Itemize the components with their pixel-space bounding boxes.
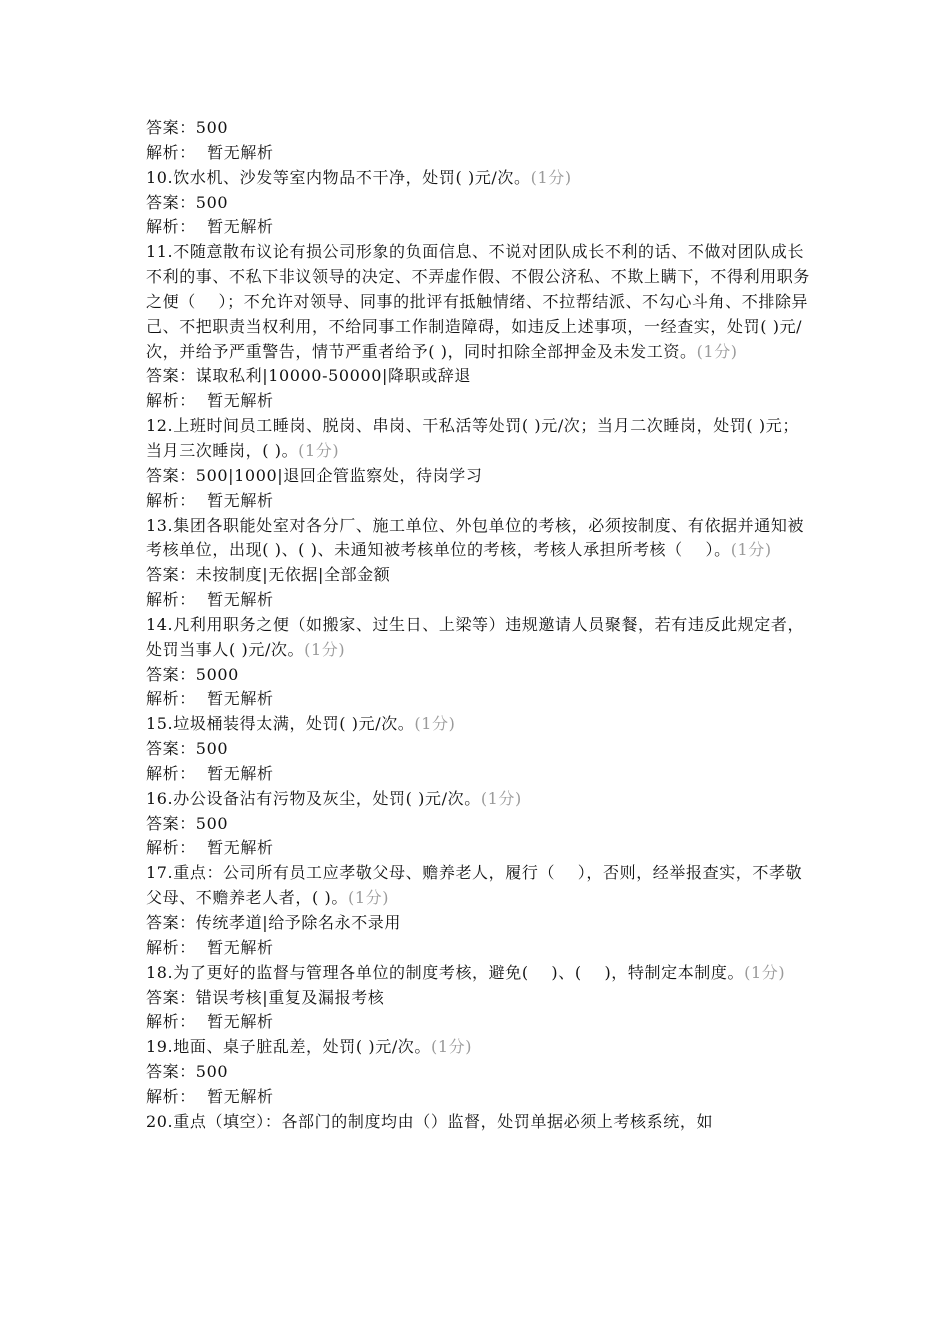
question-11 xyxy=(146,240,810,414)
question-text xyxy=(146,240,810,364)
answer-line: 答案：500 xyxy=(146,1062,229,1082)
answer-line: 答案：5000 xyxy=(146,664,239,684)
question-19 xyxy=(146,1035,810,1110)
answer-line: 答案：500|1000|退回企管监察处，待岗学习 xyxy=(146,465,483,485)
answer-line: 答案：谋取私利|10000-50000|降职或辞退 xyxy=(146,366,471,386)
answer-line: 答案：错误考核|重复及漏报考核 xyxy=(146,987,385,1007)
score-label: (1分) xyxy=(530,167,572,187)
question-14 xyxy=(146,613,810,712)
question-text xyxy=(146,1035,810,1060)
question-13 xyxy=(146,514,810,613)
question-body: 11.不随意散布议论有损公司形象的负面信息、不说对团队成长不利的话、不做对团队成长不利的事、不私下非议领导的决定、不弄虚作假、不假公济私、不欺上瞒下，不得利用职务之便（ ）；不允许对领导、同事的批评有抵触情绪、不拉帮结派、不勾心斗角、不排除异己、不把职责当权利用，不给同事工作制造障碍，如违反上述事项，一经查实，处罚( )元/次，并给予严重警告，情节严重者给予( )，同时扣除全部押金及未发工资。 xyxy=(146,242,811,361)
question-body: 15.垃圾桶装得太满，处罚( )元/次。 xyxy=(146,714,415,734)
analysis-line: 解析： 暂无解析 xyxy=(146,689,274,709)
answer-line: 答案：500 xyxy=(146,118,229,137)
question-body: 19.地面、桌子脏乱差，处罚( )元/次。 xyxy=(146,1037,432,1057)
question-body: 13.集团各职能处室对各分厂、施工单位、外包单位的考核，必须按制度、有依据并通知被考核单位，出现( )、( )、未通知被考核单位的考核，考核人承担所考核（ ）。 xyxy=(146,515,805,560)
score-label: (1分) xyxy=(696,341,738,361)
score-label: (1分) xyxy=(480,788,522,808)
question-text xyxy=(146,514,810,564)
question-body: 18.为了更好的监督与管理各单位的制度考核，避免( )、( )，特制定本制度。 xyxy=(146,962,745,982)
question-text xyxy=(146,414,810,464)
question-body: 17.重点：公司所有员工应孝敬父母、赡养老人，履行（ ），否则，经举报查实，不孝敬父母、不赡养老人者，( )。 xyxy=(146,863,803,908)
answer-line: 答案：500 xyxy=(146,739,229,759)
question-body: 14.凡利用职务之便（如搬家、过生日、上梁等）违规邀请人员聚餐，若有违反此规定者，处罚当事人( )元/次。 xyxy=(146,614,805,659)
analysis-line: 解析： 暂无解析 xyxy=(146,217,274,237)
question-20 xyxy=(146,1110,810,1135)
question-12 xyxy=(146,414,810,513)
score-label: (1分) xyxy=(730,540,772,560)
score-label: (1分) xyxy=(431,1037,473,1057)
answer-line: 答案：500 xyxy=(146,813,229,833)
question-text xyxy=(146,712,810,737)
question-text xyxy=(146,166,810,191)
question-text xyxy=(146,861,810,911)
question-17 xyxy=(146,861,810,960)
score-label: (1分) xyxy=(744,962,786,982)
question-text xyxy=(146,613,810,663)
analysis-line: 解析： 暂无解析 xyxy=(146,937,274,957)
question-text xyxy=(146,961,810,986)
score-label: (1分) xyxy=(347,888,390,908)
analysis-line: 解析： 暂无解析 xyxy=(146,1086,274,1106)
document-page xyxy=(146,116,810,1135)
answer-line: 答案：500 xyxy=(146,192,229,212)
question-body: 12.上班时间员工睡岗、脱岗、串岗、干私活等处罚( )元/次；当月二次睡岗，处罚( )元；当月三次睡岗，( )。 xyxy=(146,416,799,460)
analysis-line: 解析： 暂无解析 xyxy=(146,490,274,510)
analysis-line: 解析： 暂无解析 xyxy=(146,590,274,610)
answer-line: 答案：未按制度|无依据|全部金额 xyxy=(146,565,391,585)
analysis-line: 解析： 暂无解析 xyxy=(146,1012,274,1032)
question-body: 10.饮水机、沙发等室内物品不干净，处罚( )元/次。 xyxy=(146,167,531,187)
analysis-line: 解析： 暂无解析 xyxy=(146,763,274,783)
score-label: (1分) xyxy=(298,440,340,460)
question-text: 20.重点（填空）：各部门的制度均由（）监督，处罚单据必须上考核系统，如 xyxy=(146,1111,714,1131)
score-label: (1分) xyxy=(304,639,346,659)
answer-line: 答案：传统孝道|给予除名永不录用 xyxy=(146,913,401,932)
question-15 xyxy=(146,712,810,787)
score-label: (1分) xyxy=(414,714,456,734)
question-text xyxy=(146,787,810,812)
question-10 xyxy=(146,166,810,241)
analysis-line: 解析： 暂无解析 xyxy=(146,391,274,411)
analysis-line: 解析： 暂无解析 xyxy=(146,142,274,162)
question-16 xyxy=(146,787,810,862)
question-18 xyxy=(146,961,810,1036)
analysis-line: 解析： 暂无解析 xyxy=(146,838,274,858)
question-body: 16.办公设备沾有污物及灰尘，处罚( )元/次。 xyxy=(146,788,481,808)
